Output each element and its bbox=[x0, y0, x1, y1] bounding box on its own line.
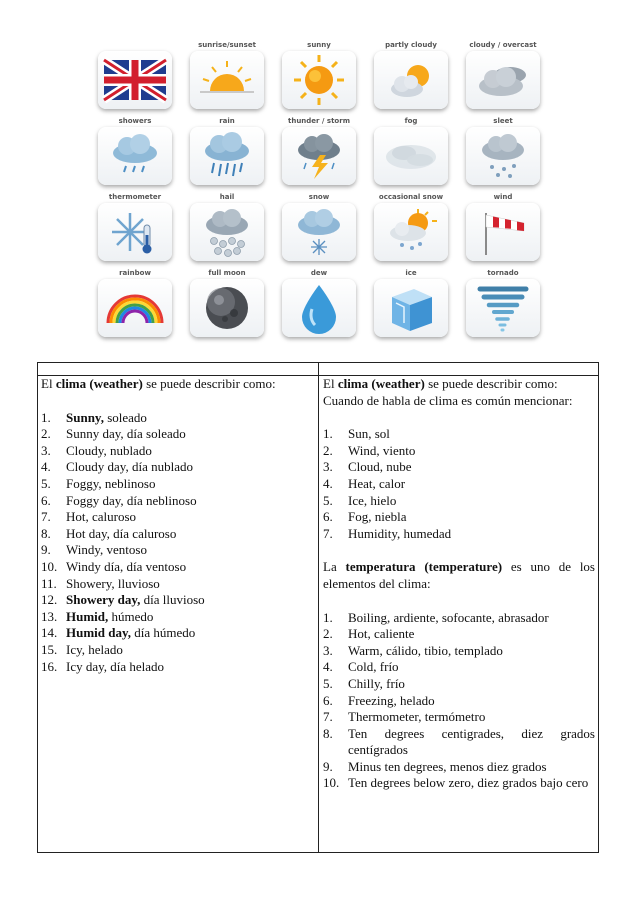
cell-snow bbox=[279, 192, 359, 261]
list-item: 10. Windy día, día ventoso bbox=[41, 558, 187, 574]
list-item: 7. Hot, caluroso bbox=[41, 509, 137, 525]
list-item: 2. Wind, viento bbox=[323, 442, 416, 458]
fog-label: fog bbox=[404, 117, 418, 125]
left-vocab-list bbox=[41, 410, 315, 676]
cell-hail bbox=[187, 192, 267, 261]
list-item: 4. Cold, frío bbox=[323, 659, 399, 675]
left-intro: El clima (weather) se puede describir como: bbox=[41, 376, 276, 391]
cloudy-label: cloudy / overcast bbox=[469, 41, 537, 49]
tornado-icon bbox=[466, 279, 540, 337]
occasional-snow-icon bbox=[374, 203, 448, 261]
cell-sunny bbox=[279, 40, 359, 109]
left-column bbox=[41, 376, 315, 675]
list-item: 15. Icy, helado bbox=[41, 641, 123, 657]
hail-label: hail bbox=[219, 193, 235, 201]
list-item: 12. Showery day, día lluvioso bbox=[41, 592, 205, 608]
list-item: 8. Hot day, día caluroso bbox=[41, 525, 177, 541]
cell-wind bbox=[463, 192, 543, 261]
snow-label: snow bbox=[308, 193, 330, 201]
list-item: 10. Ten degrees below zero, diez grados bajo cero bbox=[323, 775, 589, 791]
storm-icon bbox=[282, 127, 356, 185]
cell-dew bbox=[279, 268, 359, 337]
cell-sunrise bbox=[187, 40, 267, 109]
vocabulary-table bbox=[37, 362, 599, 853]
cell-sleet bbox=[463, 116, 543, 185]
list-item: 5. Chilly, frío bbox=[323, 675, 405, 691]
sleet-label: sleet bbox=[493, 117, 513, 125]
list-item: 5. Ice, hielo bbox=[323, 492, 397, 508]
cell-cloudy bbox=[463, 40, 543, 109]
list-item: 2. Sunny day, día soleado bbox=[41, 426, 186, 442]
rain-label: rain bbox=[219, 117, 235, 125]
rainbow-label: rainbow bbox=[119, 269, 151, 277]
column-divider bbox=[318, 363, 319, 852]
list-item: 9. Minus ten degrees, menos diez grados bbox=[323, 758, 547, 774]
snow-icon bbox=[282, 203, 356, 261]
list-item: 6. Fog, niebla bbox=[323, 509, 407, 525]
rainbow-icon bbox=[98, 279, 172, 337]
cell-thermometer bbox=[95, 192, 175, 261]
uk-flag-icon bbox=[98, 51, 172, 109]
showers-icon bbox=[98, 127, 172, 185]
cloudy-icon bbox=[466, 51, 540, 109]
occasional-snow-label: occasional snow bbox=[378, 193, 444, 201]
list-item: 1. Sun, sol bbox=[323, 426, 390, 442]
partly-cloudy-icon bbox=[374, 51, 448, 109]
ice-cube-icon bbox=[374, 279, 448, 337]
list-item: 4. Heat, calor bbox=[323, 475, 406, 491]
list-item: 7. Humidity, humedad bbox=[323, 525, 452, 541]
windsock-icon bbox=[466, 203, 540, 261]
right-vocab-list-2 bbox=[323, 610, 595, 793]
storm-label: thunder / storm bbox=[287, 117, 350, 125]
list-item: 2. Hot, caliente bbox=[323, 626, 415, 642]
right-intro-2: Cuando de habla de clima es común mencionar: bbox=[323, 392, 573, 408]
list-item: 4. Cloudy day, día nublado bbox=[41, 459, 193, 475]
tornado-label: tornado bbox=[487, 269, 519, 277]
sunrise-icon bbox=[190, 51, 264, 109]
cell-storm bbox=[279, 116, 359, 185]
right-intro: El clima (weather) se puede describir como: bbox=[323, 376, 558, 391]
list-item: 3. Warm, cálido, tibio, templado bbox=[323, 642, 503, 658]
list-item: 6. Foggy day, día neblinoso bbox=[41, 492, 197, 508]
list-item: 8. Ten degrees centigrades, diez grados centígrados bbox=[323, 725, 595, 758]
dew-drop-icon bbox=[282, 279, 356, 337]
full-moon-label: full moon bbox=[208, 269, 246, 277]
list-item: 5. Foggy, neblinoso bbox=[41, 475, 156, 491]
temperature-intro: La temperatura (temperature) es uno de los elementos del clima: bbox=[323, 559, 595, 591]
cell-fog bbox=[371, 116, 451, 185]
right-vocab-list-1 bbox=[323, 426, 595, 542]
moon-icon bbox=[190, 279, 264, 337]
thermometer-icon bbox=[98, 203, 172, 261]
rain-icon bbox=[190, 127, 264, 185]
list-item: 13. Humid, húmedo bbox=[41, 608, 154, 624]
cell-occasional-snow bbox=[371, 192, 451, 261]
list-item: 11. Showery, lluvioso bbox=[41, 575, 160, 591]
cell-showers bbox=[95, 116, 175, 185]
cell-partly-cloudy bbox=[371, 40, 451, 109]
right-column bbox=[323, 376, 595, 792]
wind-label: wind bbox=[493, 193, 513, 201]
cell-rain bbox=[187, 116, 267, 185]
partly-cloudy-label: partly cloudy bbox=[385, 41, 437, 49]
hail-icon bbox=[190, 203, 264, 261]
cell-rainbow bbox=[95, 268, 175, 337]
dew-label: dew bbox=[310, 269, 328, 277]
list-item: 14. Humid day, día húmedo bbox=[41, 625, 196, 641]
list-item: 6. Freezing, helado bbox=[323, 692, 435, 708]
list-item: 9. Windy, ventoso bbox=[41, 542, 147, 558]
sunny-label: sunny bbox=[307, 41, 331, 49]
ice-label: ice bbox=[405, 269, 417, 277]
cell-flag bbox=[95, 40, 175, 109]
cell-full-moon bbox=[187, 268, 267, 337]
cell-ice bbox=[371, 268, 451, 337]
sleet-icon bbox=[466, 127, 540, 185]
list-item: 1. Boiling, ardiente, sofocante, abrasador bbox=[323, 609, 549, 625]
list-item: 16. Icy day, día helado bbox=[41, 658, 165, 674]
list-item: 3. Cloudy, nublado bbox=[41, 442, 152, 458]
list-item: 3. Cloud, nube bbox=[323, 459, 412, 475]
thermometer-label: thermometer bbox=[108, 193, 162, 201]
fog-icon bbox=[374, 127, 448, 185]
list-item: 1. Sunny, soleado bbox=[41, 409, 147, 425]
showers-label: showers bbox=[118, 117, 152, 125]
weather-icon-grid bbox=[95, 40, 555, 340]
list-item: 7. Thermometer, termómetro bbox=[323, 709, 486, 725]
sunrise-label: sunrise/sunset bbox=[198, 41, 256, 49]
cell-tornado bbox=[463, 268, 543, 337]
sun-icon bbox=[282, 51, 356, 109]
